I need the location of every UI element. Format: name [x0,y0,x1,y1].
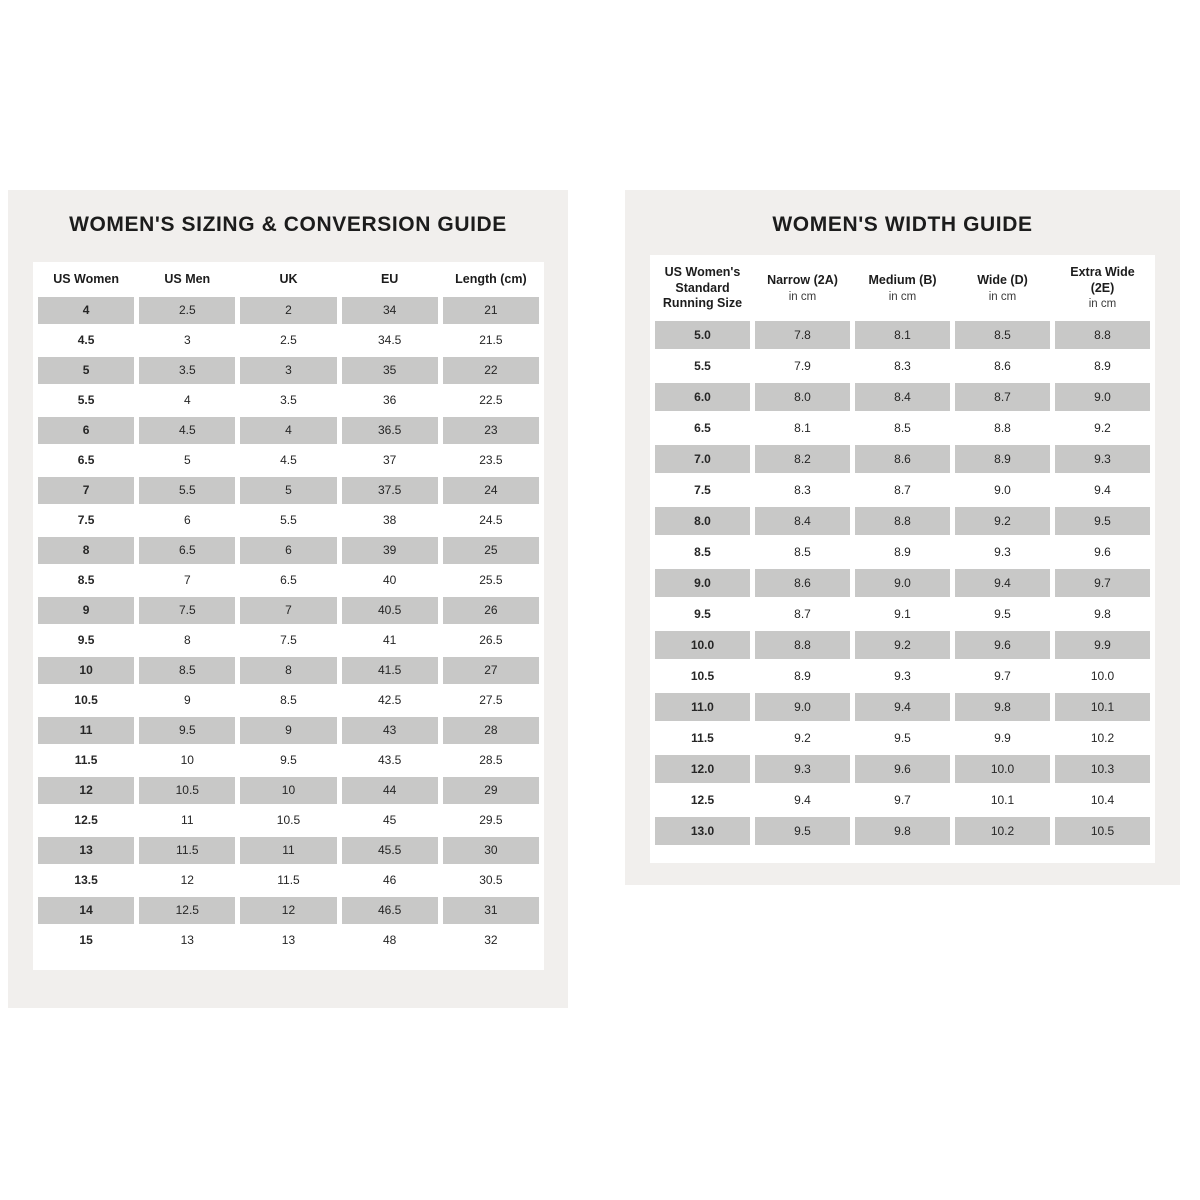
table-row [38,567,539,594]
table-cell: 11.5 [74,753,98,768]
table-cell: 46 [382,873,397,888]
table-row [38,507,539,534]
column-header-unit: in cm [888,290,917,303]
table-row [38,597,539,624]
table-cell: 5.5 [139,477,235,504]
column-header [855,258,950,318]
table-cell: 35 [342,357,438,384]
table-cell: 14 [38,897,134,924]
table-cell: 8 [240,657,336,684]
table-cell: 5 [183,453,191,468]
table-cell: 9.6 [955,631,1050,659]
column-header [240,265,336,294]
table-cell: 10.0 [1090,668,1115,683]
table-cell: 25.5 [479,573,503,588]
table-cell: 37 [382,453,397,468]
table-cell: 7.5 [694,482,711,497]
table-cell: 9.2 [955,507,1050,535]
table-cell: 13 [38,837,134,864]
table-cell: 12.0 [655,755,750,783]
table-cell: 5.5 [694,358,711,373]
table-cell: 9.2 [794,730,811,745]
table-cell: 6.5 [694,420,711,435]
table-cell: 41 [382,633,397,648]
table-cell: 3 [240,357,336,384]
table-cell: 9.7 [894,792,911,807]
table-cell: 24.5 [479,513,503,528]
table-cell: 8.7 [955,383,1050,411]
table-cell: 9.7 [1055,569,1150,597]
table-row [38,387,539,414]
table-cell: 11 [181,813,194,828]
table-cell: 4.5 [139,417,235,444]
table-row [655,352,1150,380]
table-cell: 32 [484,933,498,948]
table-cell: 43.5 [377,753,402,768]
table-cell: 4 [183,393,191,408]
table-row [38,837,539,864]
table-row [38,297,539,324]
table-cell: 9 [240,717,336,744]
table-cell: 36 [382,393,397,408]
table-cell: 8.9 [955,445,1050,473]
table-cell: 8.5 [77,573,95,588]
width-guide-panel [625,190,1180,885]
table-cell: 7 [240,597,336,624]
table-cell: 9.9 [1055,631,1150,659]
table-cell: 45.5 [342,837,438,864]
table-cell: 9.8 [855,817,950,845]
table-cell: 5 [38,357,134,384]
table-cell: 9.3 [994,544,1011,559]
table-cell: 10.5 [1055,817,1150,845]
table-cell: 8.2 [755,445,850,473]
table-cell: 6 [240,537,336,564]
table-row [655,476,1150,504]
table-cell: 10.5 [139,777,235,804]
table-cell: 8.5 [794,544,811,559]
table-cell: 8.0 [655,507,750,535]
table-cell: 15 [79,933,93,948]
column-header-label: Medium (B) [868,272,937,287]
table-row [38,627,539,654]
table-cell: 4 [38,297,134,324]
table-cell: 9.5 [280,753,297,768]
table-row [38,927,539,954]
table-cell: 30.5 [479,873,503,888]
table-cell: 9.5 [139,717,235,744]
table-cell: 7.9 [794,358,811,373]
table-cell: 7.5 [280,633,297,648]
table-cell: 5.5 [280,513,297,528]
table-cell: 41.5 [342,657,438,684]
table-row [38,807,539,834]
column-header-label: Wide (D) [977,272,1028,287]
table-cell: 7.8 [755,321,850,349]
table-row [655,507,1150,535]
table-cell: 9.4 [794,792,811,807]
table-cell: 8 [38,537,134,564]
table-cell: 8.9 [894,544,911,559]
table-cell: 44 [342,777,438,804]
column-header-label: Length (cm) [455,272,527,286]
table-cell: 6 [38,417,134,444]
table-row [38,447,539,474]
table-cell: 13 [281,933,296,948]
table-cell: 8.9 [794,668,811,683]
table-row [38,477,539,504]
table-cell: 9.6 [855,755,950,783]
table-cell: 9.0 [755,693,850,721]
table-cell: 12 [180,873,194,888]
table-row [38,357,539,384]
table-cell: 21.5 [479,333,503,348]
table-cell: 46.5 [342,897,438,924]
table-cell: 45 [382,813,397,828]
table-cell: 6.5 [77,453,95,468]
table-cell: 9.5 [77,633,95,648]
table-cell: 8.1 [855,321,950,349]
table-cell: 8.0 [755,383,850,411]
table-cell: 39 [342,537,438,564]
table-cell: 8.5 [894,420,911,435]
table-row [38,717,539,744]
table-row [38,897,539,924]
table-cell: 8.7 [794,606,811,621]
table-row [38,867,539,894]
table-cell: 43 [342,717,438,744]
table-cell: 2.5 [139,297,235,324]
column-header-unit: in cm [788,290,817,303]
table-cell: 9.8 [1094,606,1111,621]
table-cell: 7.0 [655,445,750,473]
column-header [342,265,438,294]
column-header-label: EU [380,272,399,286]
table-cell: 9.3 [894,668,911,683]
column-header [655,258,750,318]
table-cell: 2.5 [280,333,297,348]
table-cell: 36.5 [342,417,438,444]
table-row [655,693,1150,721]
table-cell: 37.5 [342,477,438,504]
table-cell: 6.0 [655,383,750,411]
table-cell: 3 [183,333,191,348]
table-cell: 13.0 [655,817,750,845]
table-cell: 9 [38,597,134,624]
table-cell: 8.1 [794,420,811,435]
table-cell: 22 [443,357,539,384]
table-cell: 8.4 [855,383,950,411]
table-cell: 9.5 [894,730,911,745]
header-row [655,258,1150,318]
column-header-label: UK [279,272,298,286]
table-cell: 10.1 [1055,693,1150,721]
table-cell: 3.5 [280,393,297,408]
table-cell: 6 [183,513,191,528]
table-cell: 28.5 [479,753,503,768]
table-row [655,600,1150,628]
table-cell: 28 [443,717,539,744]
table-cell: 8.3 [794,482,811,497]
table-cell: 8.8 [994,420,1011,435]
table-cell: 9.0 [655,569,750,597]
table-cell: 26.5 [479,633,503,648]
table-cell: 11.0 [655,693,750,721]
column-header-unit: in cm [1088,298,1117,311]
column-header-label: Extra Wide (2E) [1070,265,1135,295]
table-row [38,687,539,714]
table-cell: 27.5 [479,693,503,708]
table-cell: 10.5 [690,668,715,683]
width-guide-title: WOMEN'S WIDTH GUIDE [772,213,1033,236]
table-cell: 5 [240,477,336,504]
table-cell: 7.5 [77,513,95,528]
table-cell: 23 [443,417,539,444]
table-cell: 5.0 [655,321,750,349]
column-header [955,258,1050,318]
table-cell: 10 [38,657,134,684]
table-cell: 27 [443,657,539,684]
table-cell: 8.8 [1055,321,1150,349]
column-header-label: Narrow (2A) [767,272,838,287]
column-header-label: US Men [164,272,211,286]
table-row [655,724,1150,752]
table-cell: 10.0 [955,755,1050,783]
table-cell: 8.6 [755,569,850,597]
table-cell: 11 [38,717,134,744]
table-cell: 10.1 [990,792,1015,807]
table-cell: 12.5 [690,792,715,807]
table-cell: 9.5 [755,817,850,845]
table-cell: 9.0 [1055,383,1150,411]
table-cell: 9.4 [855,693,950,721]
table-cell: 9.5 [694,606,711,621]
table-cell: 9.4 [955,569,1050,597]
table-cell: 29.5 [479,813,503,828]
table-cell: 9.2 [855,631,950,659]
table-cell: 10.2 [1090,730,1115,745]
table-cell: 4 [240,417,336,444]
table-row [655,786,1150,814]
table-cell: 30 [443,837,539,864]
column-header-unit: in cm [988,290,1017,303]
table-row [655,662,1150,690]
table-row [655,755,1150,783]
table-cell: 6.5 [139,537,235,564]
table-cell: 10 [240,777,336,804]
table-cell: 9.5 [994,606,1011,621]
table-cell: 9.0 [994,482,1011,497]
table-cell: 4.5 [280,453,297,468]
table-cell: 9.7 [994,668,1011,683]
table-cell: 8.3 [894,358,911,373]
table-row [655,631,1150,659]
column-header-label: US Women's Standard Running Size [662,265,743,311]
table-cell: 11.5 [139,837,235,864]
table-cell: 6.5 [280,573,297,588]
sizing-conversion-panel [8,190,568,1008]
table-cell: 8.9 [1094,358,1111,373]
table-cell: 9.1 [894,606,911,621]
table-cell: 9.9 [994,730,1011,745]
table-cell: 8.5 [139,657,235,684]
table-cell: 12 [240,897,336,924]
table-cell: 10.5 [74,693,98,708]
table-cell: 9.4 [1094,482,1111,497]
table-cell: 12.5 [74,813,98,828]
table-row [655,817,1150,845]
table-cell: 21 [443,297,539,324]
column-header [1055,258,1150,318]
column-header [38,265,134,294]
data-table [650,255,1155,848]
table-cell: 23.5 [479,453,503,468]
table-cell: 9 [183,693,191,708]
table-cell: 7 [183,573,191,588]
table-cell: 12 [38,777,134,804]
table-cell: 8.5 [280,693,297,708]
table-cell: 11 [240,837,336,864]
table-cell: 9.3 [755,755,850,783]
table-cell: 7 [38,477,134,504]
table-cell: 10.5 [276,813,301,828]
table-cell: 2 [240,297,336,324]
table-cell: 3.5 [139,357,235,384]
table-cell: 11.5 [277,873,300,888]
table-cell: 7.5 [139,597,235,624]
table-row [38,417,539,444]
column-header [139,265,235,294]
table-cell: 9.6 [1094,544,1111,559]
table-cell: 10.3 [1055,755,1150,783]
table-cell: 10.2 [955,817,1050,845]
table-cell: 9.8 [955,693,1050,721]
table-cell: 10.4 [1090,792,1115,807]
table-row [38,747,539,774]
table-row [38,777,539,804]
table-cell: 38 [382,513,397,528]
table-cell: 13 [180,933,194,948]
table-row [655,383,1150,411]
table-cell: 8.8 [855,507,950,535]
table-cell: 34 [342,297,438,324]
table-cell: 26 [443,597,539,624]
table-cell: 40.5 [342,597,438,624]
table-cell: 9.2 [1094,420,1111,435]
width-guide-table [650,255,1155,863]
table-cell: 25 [443,537,539,564]
table-cell: 9.3 [1055,445,1150,473]
table-row [38,327,539,354]
header-row [38,265,539,294]
table-cell: 9.0 [855,569,950,597]
table-cell: 12.5 [139,897,235,924]
table-cell: 11.5 [691,730,714,745]
table-cell: 8 [183,633,191,648]
table-cell: 8.6 [855,445,950,473]
data-table [33,262,544,957]
table-row [655,538,1150,566]
table-cell: 29 [443,777,539,804]
table-cell: 8.8 [755,631,850,659]
table-cell: 10 [180,753,194,768]
table-cell: 8.5 [955,321,1050,349]
table-cell: 48 [382,933,397,948]
table-row [655,569,1150,597]
table-cell: 8.5 [694,544,711,559]
table-cell: 22.5 [479,393,503,408]
table-row [38,537,539,564]
column-header-label: US Women [53,272,119,286]
table-row [655,321,1150,349]
table-row [655,445,1150,473]
table-cell: 42.5 [377,693,402,708]
sizing-conversion-table [33,262,544,970]
table-cell: 5.5 [77,393,95,408]
table-cell: 8.7 [894,482,911,497]
table-cell: 40 [382,573,397,588]
table-cell: 4.5 [77,333,95,348]
table-cell: 8.6 [994,358,1011,373]
column-header [443,265,539,294]
table-cell: 13.5 [74,873,98,888]
table-cell: 10.0 [655,631,750,659]
table-cell: 8.4 [755,507,850,535]
table-row [38,657,539,684]
sizing-conversion-title: WOMEN'S SIZING & CONVERSION GUIDE [69,213,507,236]
table-cell: 9.5 [1055,507,1150,535]
column-header [755,258,850,318]
table-cell: 34.5 [377,333,402,348]
table-cell: 31 [443,897,539,924]
table-row [655,414,1150,442]
table-cell: 24 [443,477,539,504]
